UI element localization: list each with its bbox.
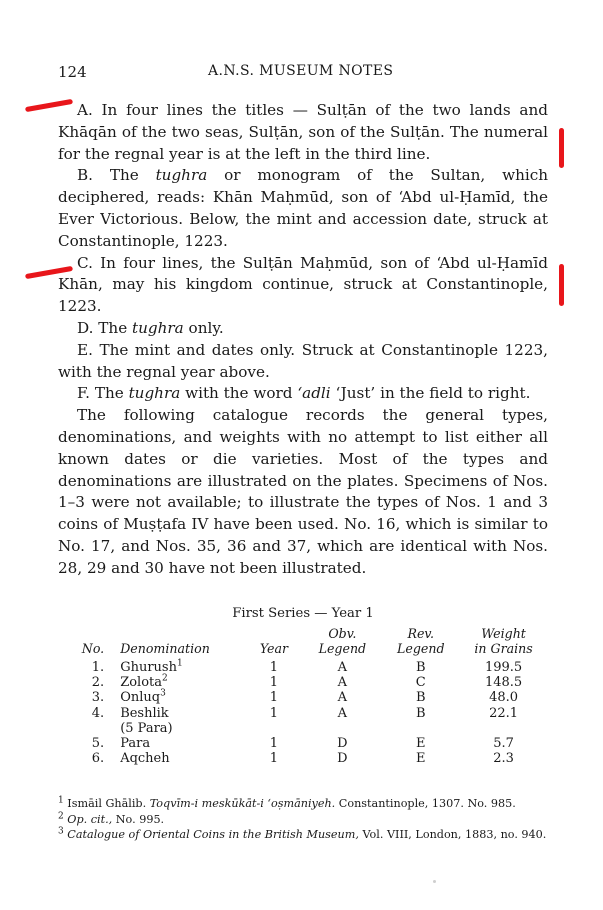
footnote-ref: 1	[176, 658, 183, 669]
cell-obverse: D	[337, 736, 348, 752]
footnote-ref: 3	[160, 689, 166, 700]
table-row	[64, 751, 546, 766]
table-row	[64, 675, 546, 690]
header-line: Legend	[318, 641, 367, 656]
footnote-text: No. 995.	[115, 812, 165, 826]
cell-weight: 48.0	[489, 690, 519, 706]
cell-weight: 199.5	[484, 660, 523, 675]
body-text	[58, 100, 548, 580]
col-header-obverse	[304, 626, 380, 660]
cell-no: 2.	[91, 675, 105, 691]
red-bar-mark	[559, 128, 564, 168]
header-line: Legend	[397, 641, 445, 656]
cell-weight: 22.1	[489, 705, 519, 721]
italic-term: tughra	[155, 166, 208, 185]
cell-no: 5.	[91, 736, 105, 752]
denomination-subtext: (5 Para)	[120, 720, 173, 736]
text-span: only.	[183, 318, 224, 337]
footnote-ref: 2	[162, 673, 168, 684]
page-number: 124	[58, 63, 87, 81]
coin-table	[64, 626, 546, 766]
cell-year: 1	[269, 690, 279, 706]
footnotes	[58, 796, 548, 843]
text-span: ‘Just’ in the field to right.	[330, 384, 531, 403]
cell-weight: 148.5	[484, 675, 523, 691]
col-header-no: No.	[81, 641, 105, 656]
col-header-year: Year	[259, 641, 289, 656]
cell-year: 1	[269, 660, 279, 675]
footnote-number: 3	[58, 826, 64, 837]
header-line: Rev.	[407, 626, 435, 641]
footnote-title: Op. cit.,	[67, 812, 113, 826]
table-header-row	[64, 626, 546, 660]
cell-denomination: Aqcheh	[120, 751, 170, 767]
cell-denomination	[118, 675, 243, 690]
page-header	[58, 63, 546, 83]
paragraph-f	[58, 383, 548, 405]
cell-no: 4.	[91, 705, 105, 721]
italic-term: ‘adli	[297, 384, 331, 403]
footnote-3	[58, 827, 548, 843]
header-line: Obv.	[328, 626, 357, 641]
header-line: Weight	[481, 626, 526, 641]
italic-term: tughra	[128, 384, 181, 403]
cell-reverse: E	[416, 751, 426, 767]
footnote-1	[58, 796, 548, 812]
col-header-denomination: Denomination	[120, 641, 210, 656]
paragraph-catalogue: The following catalogue records the general types, denominations, and weights with no attempt to list either all known dates or die varieties. Most of the types and denominations are illustrated on the plates. Specimens of Nos. 1–3 were not available; to illustrate the types of Nos. 1 and 3 coins of Muṣṭafa IV have been used. No. 16, which is similar to No. 17, and Nos. 35, 36 and 37, which are identical with Nos. 28, 29 and 30 have not been illustrated.	[58, 406, 548, 577]
footnote-2	[58, 812, 548, 828]
cell-weight: 5.7	[493, 736, 514, 752]
col-header-reverse	[380, 626, 461, 660]
cell-obverse: A	[337, 690, 348, 706]
denomination-text: Ghurush	[120, 660, 177, 675]
cell-denomination	[118, 660, 243, 675]
cell-no: 6.	[91, 751, 105, 767]
cell-reverse: E	[416, 736, 426, 752]
red-bar-mark	[559, 264, 564, 306]
cell-year: 1	[269, 705, 279, 721]
paragraph-a: A. In four lines the titles — Sulṭān of the two lands and Khāqān of the two seas, Sulṭān, son of the Sulṭān. The numeral for the regnal year is at the left in the third line.	[58, 101, 548, 163]
paragraph-e: E. The mint and dates only. Struck at Constantinople 1223, with the regnal year above.	[58, 340, 548, 381]
denomination-text: Beshlik	[120, 705, 169, 721]
cell-reverse: B	[416, 660, 426, 675]
text-span: B. The	[77, 166, 156, 185]
cell-year: 1	[269, 751, 279, 767]
cell-weight: 2.3	[493, 751, 514, 767]
denomination-text: Onluq	[120, 690, 161, 706]
table-row	[64, 690, 546, 705]
cell-year: 1	[269, 736, 279, 752]
footnote-title: Toqvīm-i meskūkāt-i ‘oṣmāniyeh.	[149, 797, 336, 810]
cell-denomination: Para	[120, 736, 151, 752]
scan-speck	[433, 880, 436, 883]
table-row	[64, 660, 546, 675]
cell-denomination	[118, 690, 243, 705]
cell-obverse: A	[337, 675, 348, 691]
cell-obverse: A	[337, 660, 348, 675]
text-span: F. The	[77, 384, 129, 403]
cell-reverse: B	[416, 705, 426, 721]
col-header-weight	[461, 626, 546, 660]
cell-year: 1	[269, 675, 279, 691]
running-head: A.N.S. MUSEUM NOTES	[208, 63, 394, 79]
cell-obverse: D	[337, 751, 348, 767]
text-span: or monogram of the Sultan, which deciphered, reads: Khān Maḥmūd, son of ‘Abd ul-Ḥamīd, the Ever Victorious. Below, the mint and accession date, struck at Constantinople, 1223.	[58, 166, 549, 250]
cell-reverse: C	[415, 675, 426, 691]
cell-obverse: A	[337, 705, 348, 721]
footnote-text: Vol. VIII, London, 1883, no. 940.	[362, 828, 547, 841]
text-span: with the word	[180, 384, 298, 403]
cell-denomination	[118, 706, 243, 736]
table-title: First Series — Year 1	[232, 606, 374, 621]
table-row	[64, 736, 546, 751]
footnote-text: Constantinople, 1307. No. 985.	[338, 797, 516, 810]
table-row	[64, 706, 546, 736]
footnote-number: 1	[58, 795, 64, 806]
text-span: D. The	[77, 318, 133, 337]
paragraph-b	[58, 165, 548, 252]
paragraph-d	[58, 318, 548, 340]
footnote-author: Ismāil Ghālib.	[67, 797, 147, 810]
cell-reverse: B	[416, 690, 426, 706]
footnote-number: 2	[58, 810, 64, 821]
header-line: in Grains	[474, 641, 533, 656]
denomination-text: Zolota	[120, 675, 163, 691]
cell-no: 3.	[91, 690, 105, 706]
cell-no: 1.	[91, 660, 105, 675]
paragraph-c: C. In four lines, the Sulṭān Maḥmūd, son of ‘Abd ul-Ḥamīd Khān, may his kingdom continue, struck at Constantinople, 1223.	[58, 253, 548, 316]
italic-term: tughra	[132, 318, 184, 337]
footnote-title: Catalogue of Oriental Coins in the British Museum,	[67, 828, 359, 841]
